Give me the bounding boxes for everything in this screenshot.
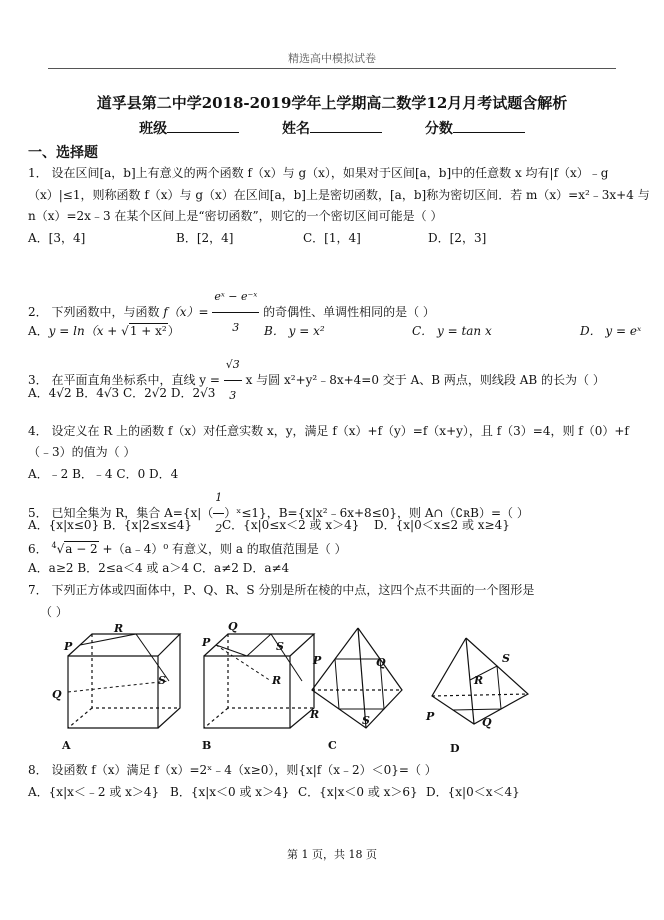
fig-c-label-q: Q xyxy=(376,656,386,669)
q2-option-a-radicand: 1 + x² xyxy=(129,324,167,338)
q5-frac-den: 2 xyxy=(215,522,223,535)
q8-option-a: A．{x|x＜﹣2 或 x＞4} xyxy=(28,785,160,799)
exam-title: 道孚县第二中学2018-2019学年上学期高二数学12月月考试题含解析 xyxy=(96,94,568,112)
q7-figures xyxy=(40,618,600,758)
fig-d-label-r: R xyxy=(474,674,484,687)
q3-fraction xyxy=(224,350,242,411)
fig-c-label-s: S xyxy=(362,714,370,727)
q7-line1: 7． 下列正方体或四面体中，P、Q、R、S 分别是所在棱的中点，这四个点不共面的一个图形是 xyxy=(28,583,535,597)
q1-line3: n（x）=2x﹣3 在某个区间上是“密切函数”，则它的一个密切区间可能是（ ） xyxy=(28,209,443,223)
q3-stem-a: 3． 在平面直角坐标系中，直线 y = xyxy=(28,373,220,387)
page-footer: 第 1 页，共 18 页 xyxy=(287,848,377,861)
q3-frac-num: √3 xyxy=(224,350,242,381)
q6-stem-text: +（a﹣4）⁰ 有意义，则 a 的取值范围是（ ） xyxy=(102,542,347,556)
fig-b-label-s: S xyxy=(276,640,284,653)
fig-a-label-r: R xyxy=(114,622,124,635)
q2-option-b: B． y = x² xyxy=(264,324,325,338)
q5-fraction xyxy=(213,483,224,544)
q2-option-a-close: ） xyxy=(167,324,180,338)
score-label: 分数 xyxy=(424,121,453,137)
class-blank[interactable] xyxy=(167,118,239,133)
q6-radicand: a − 2 xyxy=(65,542,98,556)
fig-d-label-p: P xyxy=(426,710,435,723)
q6-stem: 6． $^4$√a − 2 +（a﹣4）⁰ 有意义，则 a 的取值范围是（ ） xyxy=(28,541,347,556)
q6-options: A．a≥2 B．2≤a＜4 或 a＞4 C．a≠2 D．a≠4 xyxy=(28,561,290,575)
q1-option-d: D．[2，3] xyxy=(428,231,487,245)
fig-b-label-p: P xyxy=(202,636,211,649)
figure-a-label: A xyxy=(62,739,71,752)
q2-option-a-letter: A． xyxy=(28,324,49,338)
q5-stem-a: 5． 已知全集为 R，集合 A={x|（ xyxy=(28,506,214,520)
fig-a-label-s: S xyxy=(158,674,166,687)
q4-options: A．﹣2 B．﹣4 C．0 D．4 xyxy=(28,467,179,481)
q7-line2: （ ） xyxy=(40,605,68,619)
name-label: 姓名 xyxy=(282,121,310,137)
q1-option-b: B．[2，4] xyxy=(176,231,234,245)
class-label: 班级 xyxy=(139,121,168,137)
q2-option-c: C． y = tan x xyxy=(412,324,492,338)
q3-frac-den: 3 xyxy=(229,389,237,402)
figure-b-cube xyxy=(204,634,314,728)
q2-f-of-x: f（x）= xyxy=(163,305,209,319)
fig-d-label-q: Q xyxy=(482,716,492,729)
fig-d-label-s: S xyxy=(502,652,510,665)
fig-b-label-q: Q xyxy=(228,620,238,633)
q3-stem-b: x 与圆 x²+y²﹣8x+4=0 交于 A、B 两点，则线段 AB 的长为（ ） xyxy=(245,373,605,387)
q5-frac-num: 1 xyxy=(213,483,224,514)
fig-a-label-p: P xyxy=(64,640,73,653)
figure-c-tetrahedron xyxy=(312,628,402,728)
q8-stem: 8． 设函数 f（x）满足 f（x）=2ˣ﹣4（x≥0），则{x|f（x﹣2）＜0}=（ ） xyxy=(28,763,437,777)
q4-line2: （﹣3）的值为（ ） xyxy=(28,445,136,459)
figure-d-label: D xyxy=(450,742,460,755)
name-blank[interactable] xyxy=(310,118,382,133)
q5-option-d: D．{x|0＜x≤2 或 x≥4} xyxy=(374,518,510,532)
q8-option-b: B．{x|x＜0 或 x＞4} xyxy=(170,785,290,799)
q5-option-ab: A．{x|x≤0} B．{x|2≤x≤4} xyxy=(28,518,193,532)
fig-c-label-p: P xyxy=(313,654,322,667)
q1-line1: 1． 设在区间[a，b]上有意义的两个函数 f（x）与 g（x），如果对于区间[a，b]中的任意数 x 均有|f（x）﹣g xyxy=(28,166,609,180)
section-heading: 一、选择题 xyxy=(28,145,98,161)
q6-number: 6． xyxy=(28,542,48,556)
q2-fraction xyxy=(212,282,259,343)
q8-option-d: D．{x|0＜x＜4} xyxy=(426,785,520,799)
q5-stem xyxy=(28,483,529,544)
q2-option-a: A．y = ln（x + √1 + x²） xyxy=(28,324,180,338)
q3-options: A．4√2 B．4√3 C．2√2 D．2√3 xyxy=(28,386,216,400)
figure-c-label: C xyxy=(328,739,337,752)
q1-line2: （x）|≤1，则称函数 f（x）与 g（x）在区间[a，b]上是密切函数，[a，b]称为密切区间．若 m（x）=x²﹣3x+4 与 xyxy=(28,188,650,202)
fig-b-label-r: R xyxy=(272,674,282,687)
q2-frac-num: eˣ − e⁻ˣ xyxy=(212,282,259,313)
q2-frac-den: 3 xyxy=(232,321,240,334)
score-blank[interactable] xyxy=(453,118,525,133)
q2-stem-a: 2． 下列函数中，与函数 xyxy=(28,305,160,319)
q5-stem-b: ）ˣ≤1}，B={x|x²﹣6x+8≤0}，则 A∩（∁ʀB）=（ ） xyxy=(224,506,529,520)
q2-option-d: D． y = eˣ xyxy=(580,324,642,338)
header-divider xyxy=(48,68,616,69)
fig-c-label-r: R xyxy=(310,708,320,721)
q1-option-a: A．[3，4] xyxy=(28,231,86,245)
q2-option-a-expr: y = ln（x + xyxy=(48,324,122,338)
student-info-row xyxy=(0,118,664,138)
page-header: 精选高中模拟试卷 xyxy=(288,52,376,65)
q1-option-c: C．[1，4] xyxy=(303,231,361,245)
figure-b-label: B xyxy=(202,739,212,752)
q2-stem-b: 的奇偶性、单调性相同的是（ ） xyxy=(263,305,435,319)
fig-a-label-q: Q xyxy=(52,688,62,701)
q5-option-c: C．{x|0≤x＜2 或 x＞4} xyxy=(222,518,360,532)
q8-option-c: C．{x|x＜0 或 x＞6} xyxy=(298,785,418,799)
q4-line1: 4． 设定义在 R 上的函数 f（x）对任意实数 x，y，满足 f（x）+f（y）=f（x+y），且 f（3）=4，则 f（0）+f xyxy=(28,424,629,438)
q6-root-index: 4 xyxy=(51,541,57,550)
